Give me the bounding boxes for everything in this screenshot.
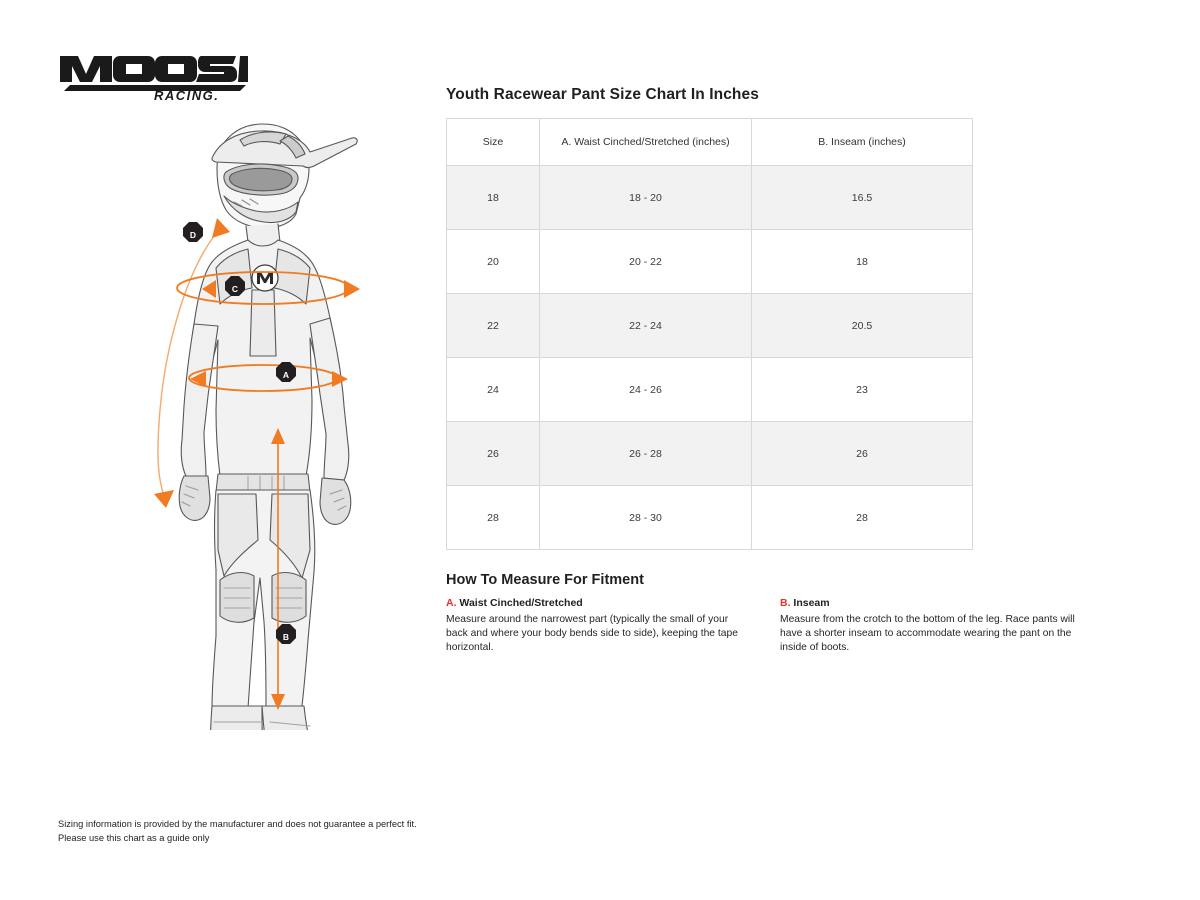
disclaimer <box>58 818 417 846</box>
table-header-row <box>447 119 973 166</box>
cell-waist: 18 - 20 <box>540 166 752 230</box>
marker-d <box>183 222 203 242</box>
how-to-measure-section <box>446 572 1086 655</box>
cell-waist: 24 - 26 <box>540 358 752 422</box>
table-row <box>447 230 973 294</box>
cell-waist: 22 - 24 <box>540 294 752 358</box>
cell-inseam: 16.5 <box>752 166 973 230</box>
cell-size: 22 <box>447 294 540 358</box>
svg-text:A: A <box>282 370 290 380</box>
measure-body-inseam: Measure from the crotch to the bottom of the leg. Race pants will have a shorter inseam to accommodate wearing the pant on the inside of boots. <box>780 613 1075 654</box>
marker-b <box>276 624 296 644</box>
svg-text:C: C <box>231 284 239 294</box>
cell-inseam: 20.5 <box>752 294 973 358</box>
table-row <box>447 422 973 486</box>
table-row <box>447 294 973 358</box>
disclaimer-line-2: Please use this chart as a guide only <box>58 832 210 843</box>
measure-letter-a: A. <box>446 597 457 609</box>
measure-body-waist: Measure around the narrowest part (typically the small of your back and where your body bends side to side), keeping the tape horizontal. <box>446 613 738 654</box>
marker-c <box>225 276 245 296</box>
table-row <box>447 166 973 230</box>
cell-waist: 20 - 22 <box>540 230 752 294</box>
column-header-waist: A. Waist Cinched/Stretched (inches) <box>540 119 752 166</box>
measure-item-waist <box>446 597 780 655</box>
table-row <box>447 358 973 422</box>
cell-waist: 28 - 30 <box>540 486 752 550</box>
how-to-measure-heading: How To Measure For Fitment <box>446 572 644 588</box>
cell-inseam: 28 <box>752 486 973 550</box>
cell-size: 26 <box>447 422 540 486</box>
table-row <box>447 486 973 550</box>
svg-text:RACING.: RACING. <box>154 88 220 102</box>
measure-label-waist: Waist Cinched/Stretched <box>459 597 583 609</box>
cell-inseam: 26 <box>752 422 973 486</box>
cell-size: 20 <box>447 230 540 294</box>
cell-inseam: 23 <box>752 358 973 422</box>
rider-illustration <box>120 110 420 730</box>
cell-size: 28 <box>447 486 540 550</box>
cell-size: 24 <box>447 358 540 422</box>
moose-racing-logo <box>58 52 248 100</box>
cell-inseam: 18 <box>752 230 973 294</box>
measure-item-inseam <box>780 597 1086 655</box>
marker-a <box>276 362 296 382</box>
cell-waist: 26 - 28 <box>540 422 752 486</box>
chart-column <box>446 86 1146 655</box>
measure-letter-b: B. <box>780 597 791 609</box>
svg-text:B: B <box>282 632 290 642</box>
page-title: Youth Racewear Pant Size Chart In Inches <box>446 86 759 103</box>
svg-text:D: D <box>189 230 197 240</box>
disclaimer-line-1: Sizing information is provided by the manufacturer and does not guarantee a perfect fit. <box>58 819 417 829</box>
size-chart-table <box>446 118 973 550</box>
cell-size: 18 <box>447 166 540 230</box>
measure-label-inseam: Inseam <box>793 597 830 609</box>
column-header-size: Size <box>447 119 540 166</box>
column-header-inseam: B. Inseam (inches) <box>752 119 973 166</box>
